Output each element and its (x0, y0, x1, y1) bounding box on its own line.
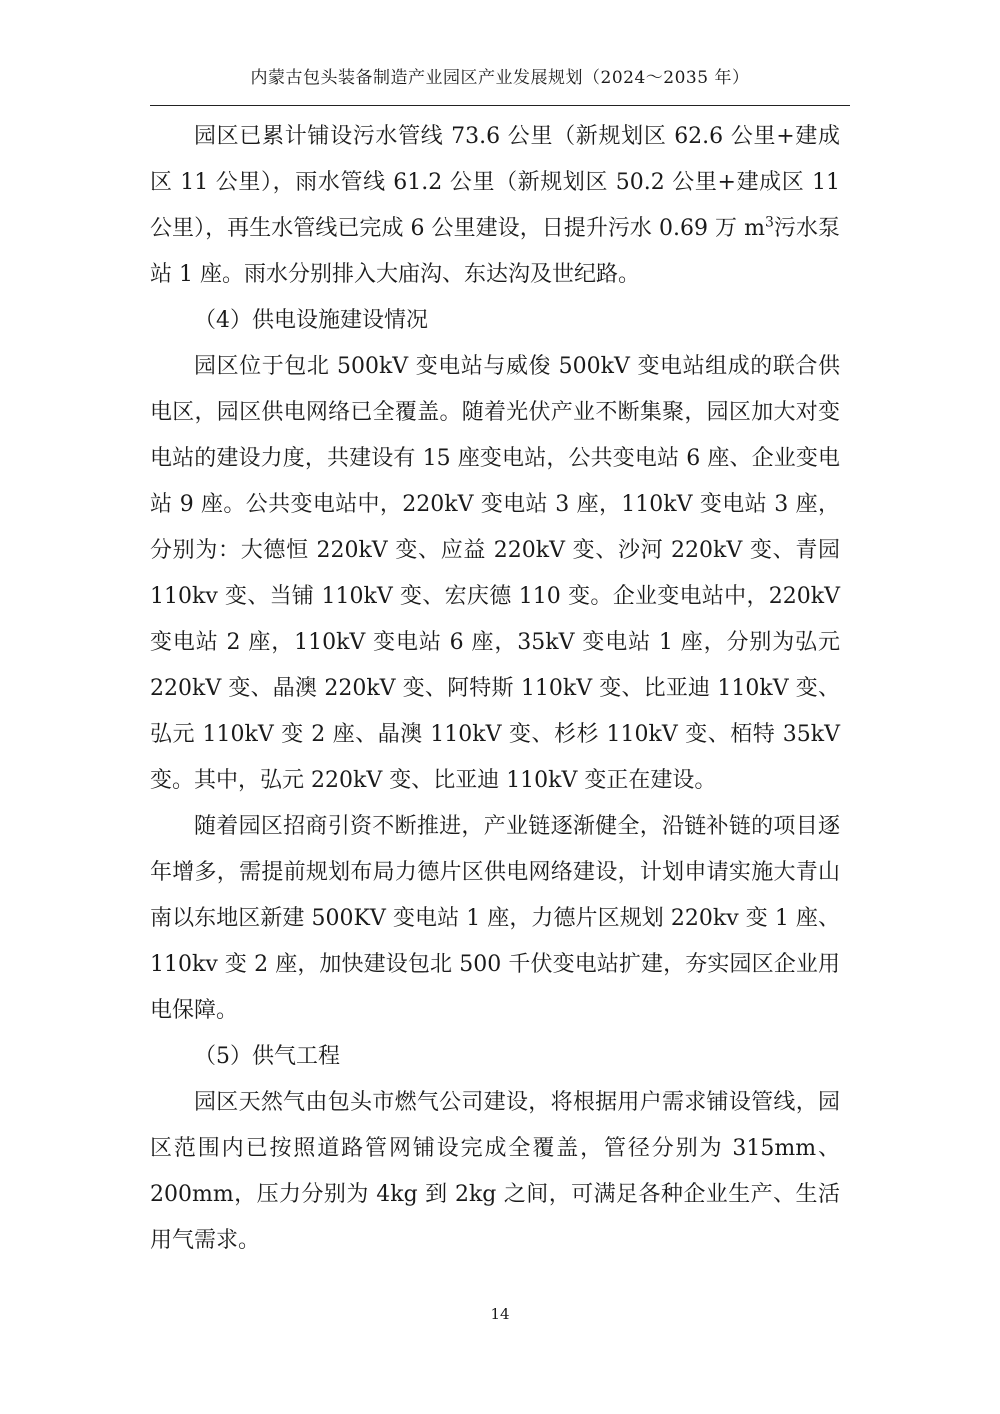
paragraph-drainage-text: 园区已累计铺设污水管线 73.6 公里（新规划区 62.6 公里+建成区 11 公里），雨水管线 61.2 公里（新规划区 50.2 公里+建成区 11 公里），再生水管线已完成 6 公里建设，日提升污水 0.69 万 m (150, 124, 840, 241)
document-body (150, 114, 840, 1264)
paragraph-gas-supply: 园区天然气由包头市燃气公司建设，将根据用户需求铺设管线，园区范围内已按照道路管网铺设完成全覆盖，管径分别为 315mm、200mm，压力分别为 4kg 到 2kg 之间，可满足各种企业生产、生活用气需求。 (150, 1090, 840, 1253)
page-header-title: 内蒙古包头装备制造产业园区产业发展规划（2024～2035 年） (250, 68, 750, 88)
header-divider (150, 105, 850, 106)
paragraph-drainage (150, 114, 840, 298)
page-number: 14 (490, 1305, 510, 1323)
superscript-3: 3 (764, 214, 774, 231)
paragraph-power-supply: 园区位于包北 500kV 变电站与威俊 500kV 变电站组成的联合供电区，园区供电网络已全覆盖。随着光伏产业不断集聚，园区加大对变电站的建设力度，共建设有 15 座变电站，公共变电站 6 座、企业变电站 9 座。公共变电站中，220kV 变电站 3 座，110kV 变电站 3 座，分别为：大德恒 220kV 变、应益 220kV 变、沙河 220kV 变、青园 110kv 变、当铺 110kV 变、宏庆德 110 变。企业变电站中，220kV 变电站 2 座，110kV 变电站 6 座，35kV 变电站 1 座，分别为弘元 220kV 变、晶澳 220kV 变、阿特斯 110kV 变、比亚迪 110kV 变、弘元 110kV 变 2 座、晶澳 110kV 变、杉杉 110kV 变、栢特 35kV 变。其中，弘元 220kV 变、比亚迪 110kV 变正在建设。 (150, 354, 840, 793)
section-heading-gas-supply: （5）供气工程 (194, 1044, 340, 1069)
paragraph-drainage-text-end: 污水泵站 1 座。雨水分别排入大庙沟、东达沟及世纪路。 (150, 216, 840, 287)
paragraph-power-plan: 随着园区招商引资不断推进，产业链逐渐健全，沿链补链的项目逐年增多，需提前规划布局力德片区供电网络建设，计划申请实施大青山南以东地区新建 500KV 变电站 1 座，力德片区规划 220kv 变 1 座、110kv 变 2 座，加快建设包北 500 千伏变电站扩建，夯实园区企业用电保障。 (150, 814, 840, 1023)
section-heading-power-supply: （4）供电设施建设情况 (194, 308, 428, 333)
